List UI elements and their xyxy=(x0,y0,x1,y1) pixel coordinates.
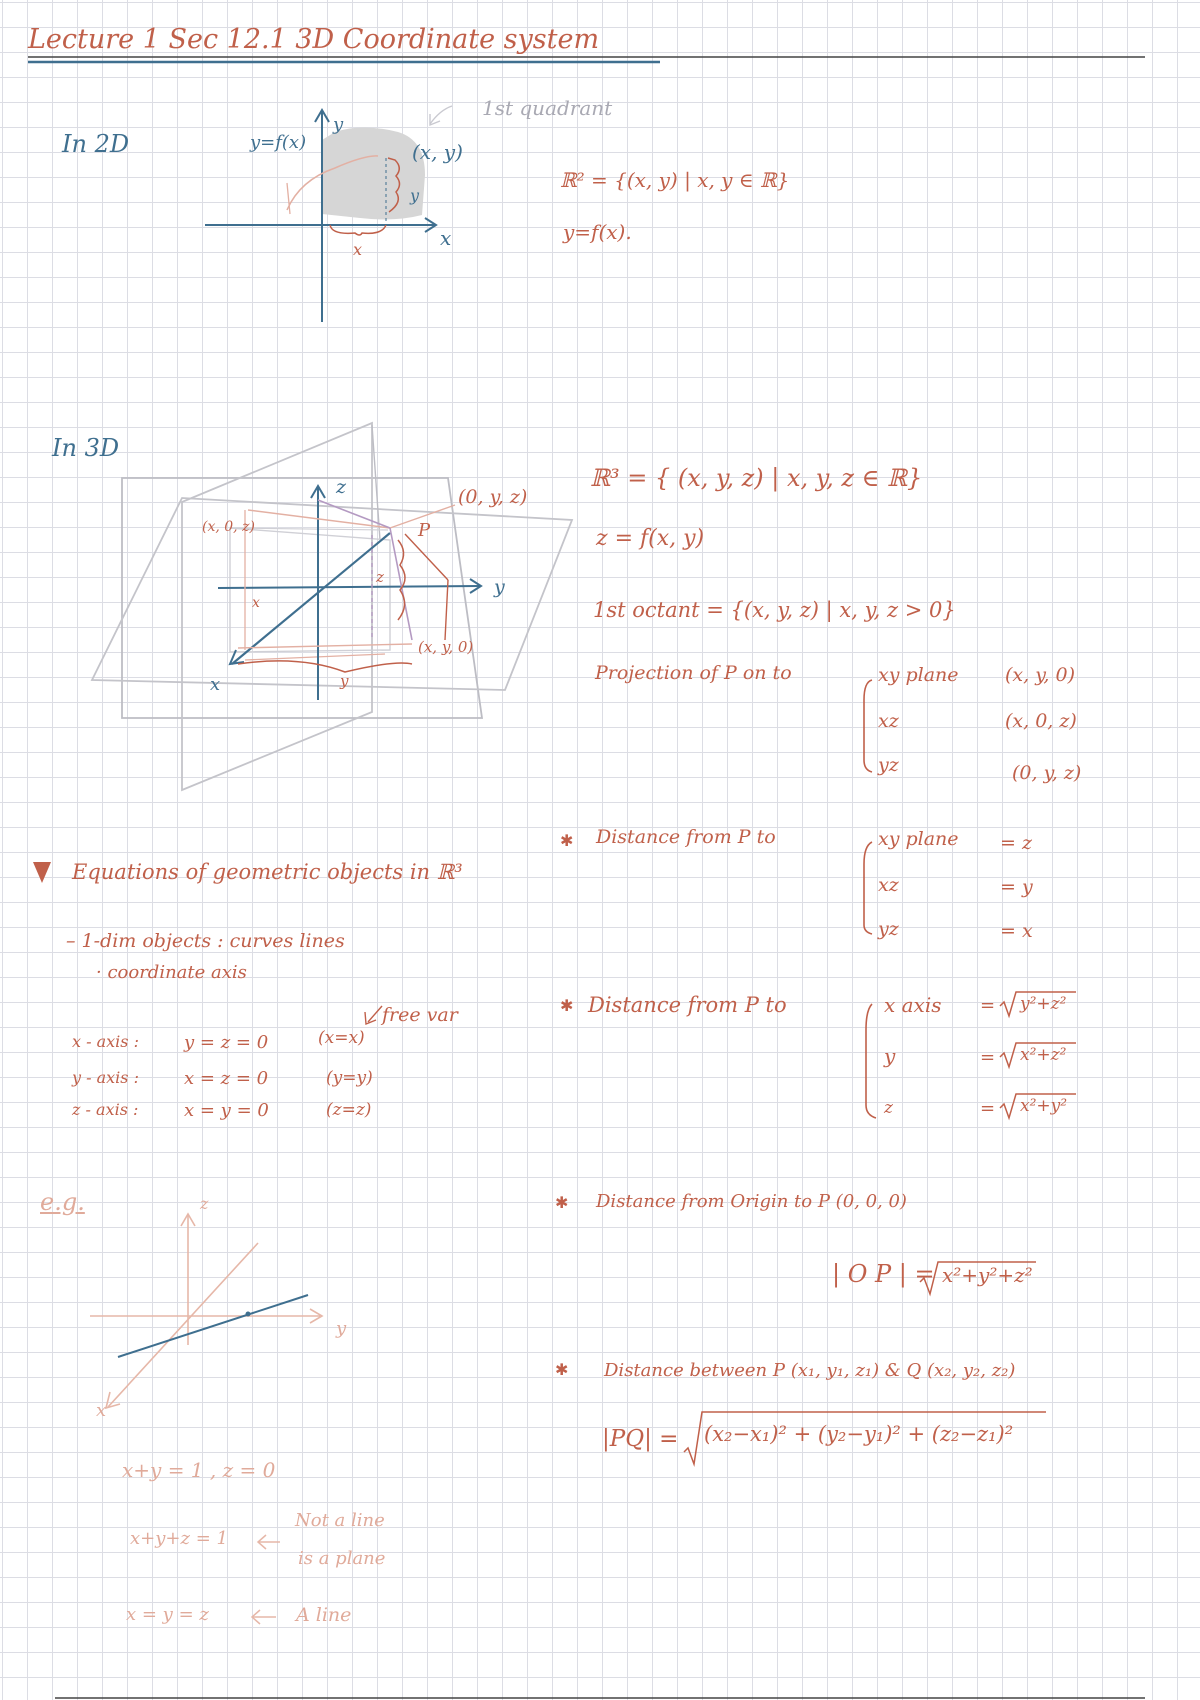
distance-plane-xz-value: = y xyxy=(1000,876,1033,898)
quadrant-arrow xyxy=(430,106,452,124)
distance-between-val: (x₂−x₁)² + (y₂−y₁)² + (z₂−z₁)² xyxy=(704,1422,1014,1446)
distance-plane-lead: Distance from P to xyxy=(596,826,776,848)
distance-axis-z: z xyxy=(884,1098,893,1118)
equations-bullet-1: – 1-dim objects : curves lines xyxy=(66,930,345,952)
label-brace-x-2d: x xyxy=(353,240,363,259)
func-def-3d: z = f(x, y) xyxy=(596,526,705,551)
equations-heading: Equations of geometric objects in ℝ³ xyxy=(72,860,463,884)
projection-point-xy: (x, y, 0) xyxy=(1005,664,1075,686)
z-axis-label: z - axis : xyxy=(72,1100,139,1119)
label-y-axis-2d: y xyxy=(333,114,344,135)
example-eq-2: x+y+z = 1 xyxy=(130,1528,228,1549)
example-note-2a: Not a line xyxy=(295,1510,385,1531)
label-brace-z-3d: z xyxy=(376,568,384,586)
distance-axis-z-eq: = xyxy=(980,1098,996,1119)
example-note-3: A line xyxy=(296,1604,352,1626)
label-func-2d: y=f(x) xyxy=(250,132,307,153)
label-brace-y-3d: y xyxy=(340,672,349,690)
label-y-axis-3d: y xyxy=(494,576,505,598)
distance-plane-xy: xy plane xyxy=(878,828,959,850)
distance-plane-yz-value: = x xyxy=(1000,920,1033,942)
example-eq-3: x = y = z xyxy=(126,1604,209,1625)
example-axis-z: z xyxy=(200,1194,209,1213)
heading-bullet-icon xyxy=(33,862,51,883)
projection-plane-xy: xy plane xyxy=(878,664,959,686)
y-axis-eq: x = z = 0 xyxy=(184,1068,269,1089)
label-yz-point: (0, y, z) xyxy=(458,486,528,508)
star-icon: ✱ xyxy=(555,1193,569,1212)
distance-between-lead: Distance between P (x₁, y₁, z₁) & Q (x₂, y₂, z₂) xyxy=(604,1360,1016,1381)
distance-axis-y-eq: = xyxy=(980,1047,996,1068)
example-eq-1: x+y = 1 , z = 0 xyxy=(122,1458,276,1482)
distance-axis-lead: Distance from P to xyxy=(588,993,787,1017)
y-axis-3d xyxy=(218,586,480,588)
projection-point-yz: (0, y, z) xyxy=(1012,762,1082,784)
distance-origin-lead: Distance from Origin to P (0, 0, 0) xyxy=(596,1191,907,1212)
example-label: e.g. xyxy=(40,1188,85,1216)
graph-example xyxy=(90,1214,322,1408)
distance-axis-z-val: x²+y² xyxy=(1020,1096,1068,1116)
equations-bullet-2: · coordinate axis xyxy=(96,962,247,983)
label-xy-point: (x, y, 0) xyxy=(418,638,474,656)
projection-lead: Projection of P on to xyxy=(595,662,792,684)
projection-plane-xz: xz xyxy=(878,710,899,732)
label-p-3d: P xyxy=(418,520,431,541)
example-axis-x: x xyxy=(96,1400,107,1421)
projection-plane-yz: yz xyxy=(878,754,899,776)
label-xz-point: (x, 0, z) xyxy=(202,519,255,535)
distance-origin-lhs: | O P | = xyxy=(832,1260,935,1288)
label-small-x-3d: x xyxy=(252,595,260,611)
z-axis-param: (z=z) xyxy=(326,1100,372,1120)
heading-2d: In 2D xyxy=(62,130,130,158)
heading-3d: In 3D xyxy=(52,434,120,462)
star-icon: ✱ xyxy=(560,996,574,1015)
graph-2d xyxy=(205,106,452,322)
z-axis-eq: x = y = 0 xyxy=(184,1100,269,1121)
distance-axis-y-val: x²+z² xyxy=(1020,1045,1067,1065)
star-icon: ✱ xyxy=(560,831,574,850)
label-x-axis-3d: x xyxy=(210,674,221,695)
example-note-2b: is a plane xyxy=(298,1548,386,1569)
x-axis-param: (x=x) xyxy=(318,1028,365,1048)
star-icon: ✱ xyxy=(555,1360,569,1379)
set-def-r3: ℝ³ = { (x, y, z) | x, y, z ∈ ℝ} xyxy=(590,464,923,492)
distance-plane-xz: xz xyxy=(878,874,899,896)
distance-origin-val: x²+y²+z² xyxy=(942,1263,1033,1287)
brace-x-2d xyxy=(330,225,386,235)
distance-plane-xy-value: = z xyxy=(1000,832,1032,854)
page-title: Lecture 1 Sec 12.1 3D Coordinate system xyxy=(28,24,600,55)
x-axis-label: x - axis : xyxy=(72,1032,139,1051)
set-def-r2: ℝ² = {(x, y) | x, y ∈ ℝ} xyxy=(560,168,790,192)
free-var-note: free var xyxy=(382,1004,458,1026)
y-axis-param: (y=y) xyxy=(326,1068,373,1088)
distance-axis-x-eq: = xyxy=(980,995,996,1016)
distance-axis-x: x axis xyxy=(884,993,942,1017)
label-z-axis-3d: z xyxy=(336,476,347,498)
distance-plane-brace xyxy=(864,842,872,934)
projection-point-xz: (x, 0, z) xyxy=(1005,710,1077,732)
distance-between-lhs: |PQ| = xyxy=(602,1426,679,1452)
quadrant-shading xyxy=(322,128,425,220)
distance-axis-y: y xyxy=(884,1044,896,1068)
label-brace-y-2d: y xyxy=(410,186,420,205)
label-point-2d: (x, y) xyxy=(412,140,463,164)
octant-def: 1st octant = {(x, y, z) | x, y, z > 0} xyxy=(593,598,956,622)
distance-axis-x-val: y²+z² xyxy=(1020,994,1067,1014)
distance-plane-yz: yz xyxy=(878,918,899,940)
y-axis-label: y - axis : xyxy=(72,1068,139,1087)
label-quadrant: 1st quadrant xyxy=(482,96,613,120)
graph-3d xyxy=(92,423,572,790)
x-axis-eq: y = z = 0 xyxy=(184,1032,269,1053)
distance-axis-brace xyxy=(866,1004,876,1118)
projection-brace xyxy=(864,680,872,772)
func-def-2d: y=f(x). xyxy=(563,220,632,244)
example-axis-y: y xyxy=(336,1318,347,1339)
label-x-axis-2d: x xyxy=(440,226,452,250)
